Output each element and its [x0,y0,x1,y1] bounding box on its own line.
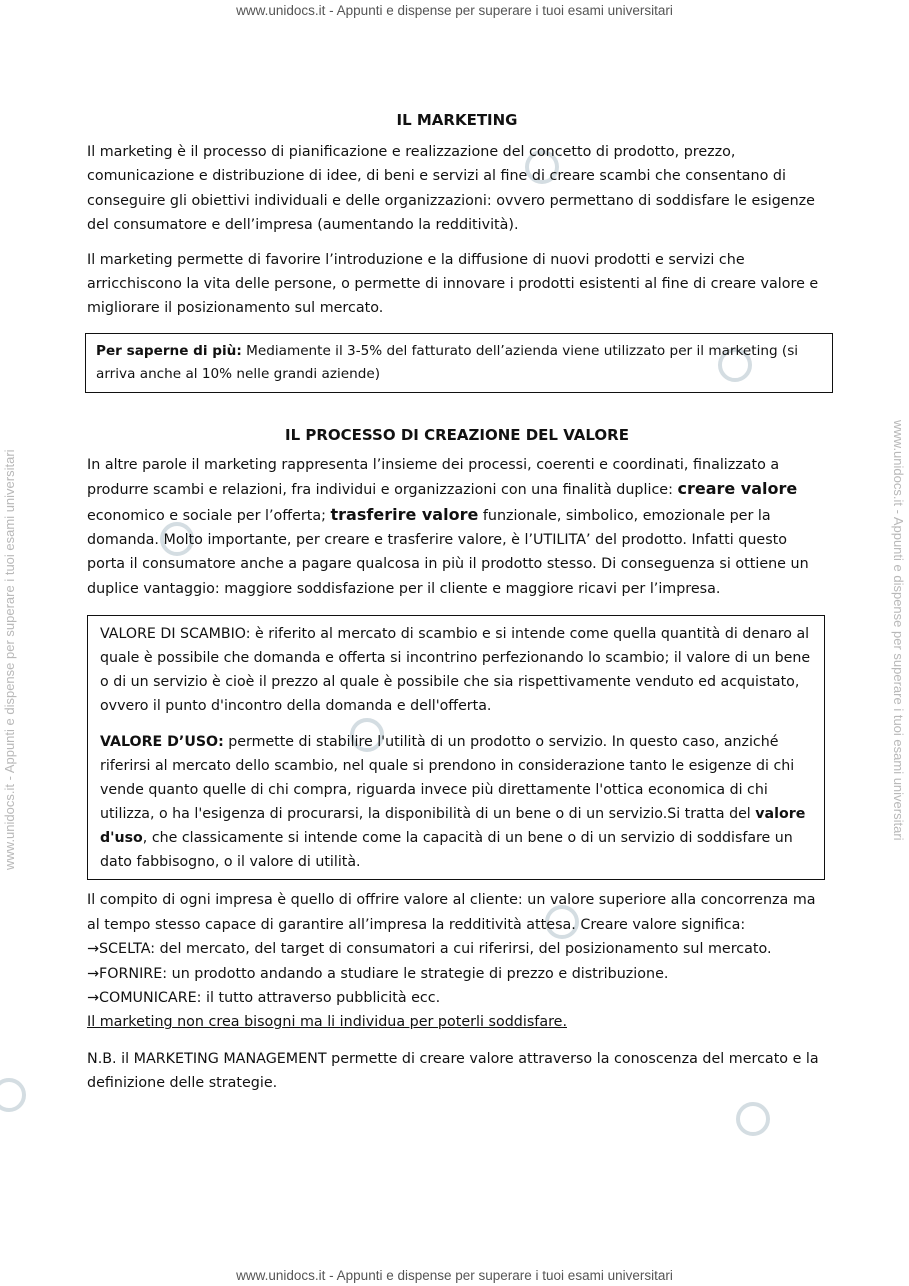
paragraph-definition: Il marketing è il processo di pianificazione e realizzazione del concetto di prodotto, prezzo, comunicazione e distribuzione di idee, di beni e servizi al fine di creare scambi che consentano di conseguire gli obiettivi individuali e delle organizzazioni: ovvero permettano di soddisfare le esigenze del consumatore e dell’impresa (aumentando la redditività). [87,144,815,234]
text-run: economico e sociale per l’offerta; [87,507,331,524]
paragraph-processo [87,453,827,601]
list-item-fornire: →FORNIRE: un prodotto andando a studiare le strategie di prezzo e distribuzione. [87,965,669,982]
section-title-valore: IL PROCESSO DI CREAZIONE DEL VALORE [285,425,629,444]
text-run: In altre parole il marketing rappresenta l’insieme dei processi, coerenti e coordinati, finalizzato a produrre scambi e relazioni, fra individui e organizzazioni con una finalità duplice: [87,456,780,499]
watermark-right: www.unidocs.it - Appunti e dispense per superare i tuoi esami universitari [891,420,906,841]
document-body [87,108,827,1096]
watermark-logo-icon [0,1078,26,1112]
section-title-marketing: IL MARKETING [396,111,518,129]
highlight-trasferire-valore: trasferire valore [330,504,479,524]
valore-uso-text: permette di stabilire l'utilità di un prodotto o servizio. In questo caso, anziché riferirsi al mercato dello scambio, nel quale si prendono in considerazione tanto le esigenze di chi vende quanto quelle di chi compra, riguarda invece più direttamente l'ottica economica di chi utilizza, o ha l'esigenza di procurarsi, la disponibilità di un bene o di un servizio.Si tratta del [100,734,795,823]
valore-scambio-label: VALORE DI SCAMBIO [100,626,246,643]
paragraph-nb: N.B. il MARKETING MANAGEMENT permette di creare valore attraverso la conoscenza del mercato e la definizione delle strategie. [87,1050,819,1092]
valore-uso-bold: valore d'uso [100,806,806,847]
info-box-saperne [85,333,833,393]
text-run: funzionale, simbolico, emozionale per la domanda. Molto importante, per creare e trasferire valore, è l’UTILITA’ del prodotto. Infatti questo porta il consumatore anche a pagare qualcosa in più il prodotto stesso. Di conseguenza si ottiene un duplice vantaggio: maggiore soddisfazione per il cliente e maggiore ricavi per l’impresa. [87,507,809,597]
valore-uso-text-end: , che classicamente si intende come la capacità di un bene o di un servizio di soddisfare un dato fabbisogno, o il valore di utilità. [100,830,793,871]
list-item-comunicare: →COMUNICARE: il tutto attraverso pubblicità ecc. [87,989,441,1006]
watermark-top: www.unidocs.it - Appunti e dispense per superare i tuoi esami universitari [236,3,673,18]
watermark-left: www.unidocs.it - Appunti e dispense per superare i tuoi esami universitari [2,449,17,870]
highlight-creare-valore: creare valore [677,479,798,499]
info-box-label: Per saperne di più: [96,342,242,359]
info-box-text: Mediamente il 3-5% del fatturato dell’azienda viene utilizzato per il marketing (si arriva anche al 10% nelle grandi aziende) [96,342,799,382]
valore-scambio-text: : è riferito al mercato di scambio e si intende come quella quantità di denaro al quale è possibile che domanda e offerta si incontrino perfezionando lo scambio; il valore di un bene o di un servizio è cioè il prezzo al quale è possibile che sia rispettivamente venduto ed acquistato, ovvero il punto d'incontro della domanda e dell'offerta. [100,626,811,715]
info-box-valori [87,615,825,880]
underlined-statement: Il marketing non crea bisogni ma li individua per poterli soddisfare. [87,1014,567,1031]
paragraph-innovation: Il marketing permette di favorire l’introduzione e la diffusione di nuovi prodotti e servizi che arricchiscono la vita delle persone, o permette di innovare i prodotti esistenti al fine di creare valore e migliorare il posizionamento sul mercato. [87,251,819,317]
watermark-bottom: www.unidocs.it - Appunti e dispense per superare i tuoi esami universitari [236,1268,673,1283]
list-item-scelta: →SCELTA: del mercato, del target di consumatori a cui riferirsi, del posizionamento sul mercato. [87,941,772,958]
valore-uso-label: VALORE D’USO: [100,734,224,751]
valore-uso-paragraph [100,730,812,874]
valore-scambio-paragraph [100,622,812,718]
paragraph-compito-impresa: Il compito di ogni impresa è quello di offrire valore al cliente: un valore superiore alla concorrenza ma al tempo stesso capace di garantire all’impresa la redditività attesa. Creare valore significa: [87,892,816,933]
watermark-logo-icon [736,1102,770,1136]
